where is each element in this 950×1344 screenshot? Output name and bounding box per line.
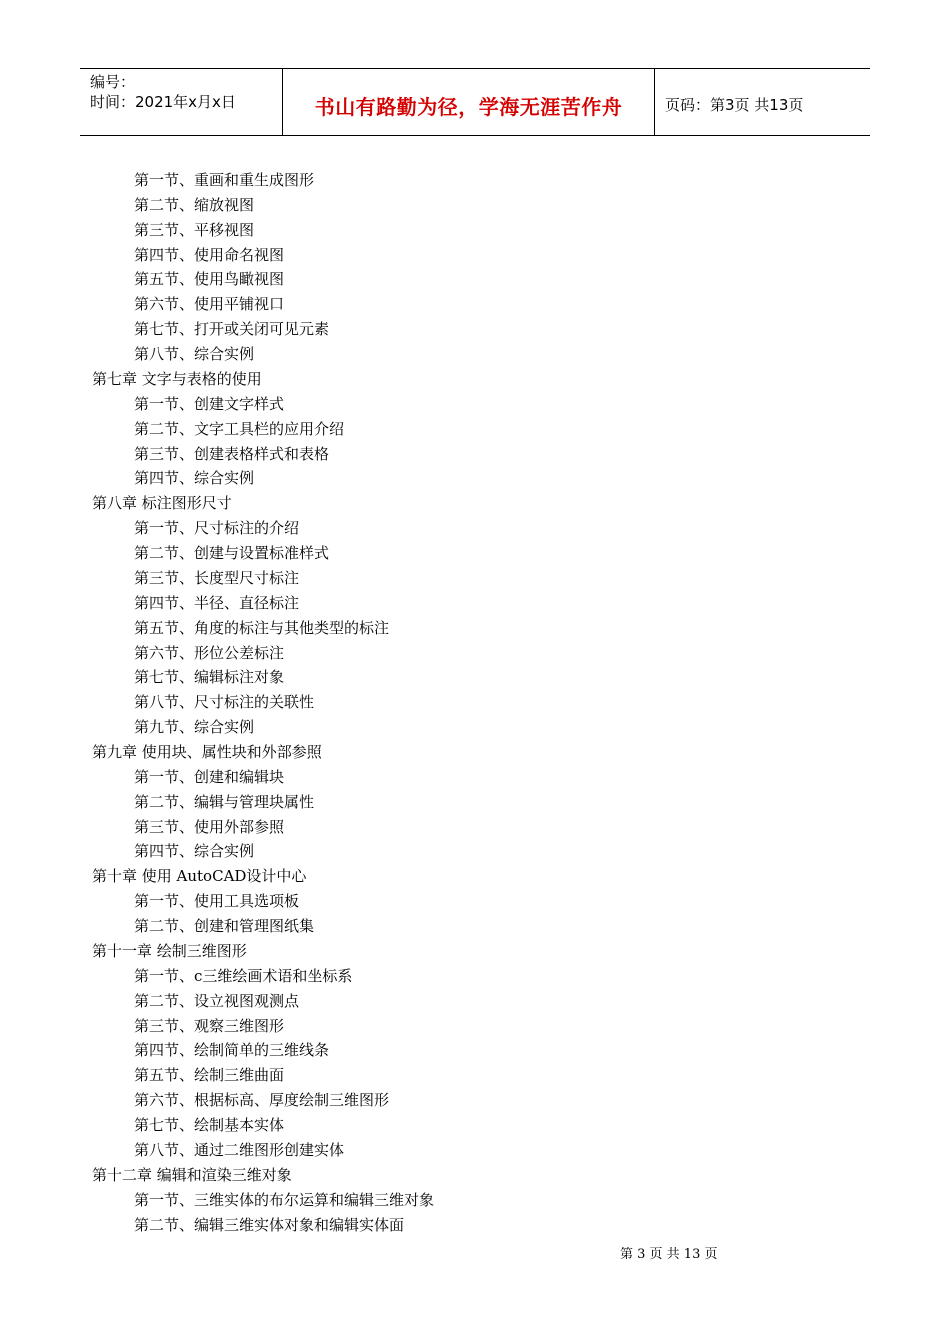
section-entry: 第二节、创建和管理图纸集 bbox=[134, 917, 315, 936]
section-entry: 第四节、综合实例 bbox=[134, 842, 255, 861]
section-entry: 第七节、打开或关闭可见元素 bbox=[134, 320, 330, 339]
section-entry: 第二节、编辑三维实体对象和编辑实体面 bbox=[134, 1215, 405, 1234]
section-entry: 第二节、创建与设置标准样式 bbox=[134, 544, 330, 563]
section-entry: 第九节、综合实例 bbox=[134, 718, 255, 737]
section-entry: 第三节、长度型尺寸标注 bbox=[134, 568, 300, 587]
number-label: 编号： bbox=[90, 73, 136, 91]
section-entry: 第八节、尺寸标注的关联性 bbox=[134, 693, 315, 712]
section-entry: 第一节、创建和编辑块 bbox=[134, 767, 285, 786]
section-entry: 第一节、使用工具选项板 bbox=[134, 892, 300, 911]
section-entry: 第二节、缩放视图 bbox=[134, 195, 255, 214]
section-entry: 第七节、绘制基本实体 bbox=[134, 1116, 285, 1135]
header-meta bbox=[80, 69, 282, 135]
page-footer: 第 3 页 共 13 页 bbox=[620, 1247, 718, 1262]
section-entry: 第八节、通过二维图形创建实体 bbox=[134, 1140, 345, 1159]
section-entry: 第三节、使用外部参照 bbox=[134, 817, 285, 836]
chapter-heading: 第十二章 编辑和渲染三维对象 bbox=[92, 1165, 292, 1184]
chapter-heading: 第十章 使用 AutoCAD设计中心 bbox=[92, 867, 307, 886]
section-entry: 第四节、半径、直径标注 bbox=[134, 593, 300, 612]
section-entry: 第一节、创建文字样式 bbox=[134, 394, 285, 413]
header-page-info: 页码：第3页 共13页 bbox=[665, 95, 804, 114]
section-entry: 第二节、编辑与管理块属性 bbox=[134, 792, 315, 811]
section-entry: 第二节、设立视图观测点 bbox=[134, 991, 300, 1010]
section-entry: 第一节、尺寸标注的介绍 bbox=[134, 519, 300, 538]
section-entry: 第三节、平移视图 bbox=[134, 220, 255, 239]
section-entry: 第六节、根据标高、厚度绘制三维图形 bbox=[134, 1091, 390, 1110]
section-entry: 第六节、形位公差标注 bbox=[134, 643, 285, 662]
header-motto: 书山有路勤为径，学海无涯苦作舟 bbox=[282, 69, 655, 135]
section-entry: 第一节、三维实体的布尔运算和编辑三维对象 bbox=[134, 1190, 435, 1209]
section-entry: 第四节、绘制简单的三维线条 bbox=[134, 1041, 330, 1060]
section-entry: 第一节、c三维绘画术语和坐标系 bbox=[134, 966, 353, 985]
document-header bbox=[80, 68, 870, 136]
section-entry: 第五节、角度的标注与其他类型的标注 bbox=[134, 618, 390, 637]
section-entry: 第一节、重画和重生成图形 bbox=[134, 171, 315, 189]
date-label: 时间：2021年x月x日 bbox=[90, 93, 236, 111]
section-entry: 第八节、综合实例 bbox=[134, 345, 255, 364]
chapter-heading: 第十一章 绘制三维图形 bbox=[92, 941, 247, 960]
section-entry: 第三节、观察三维图形 bbox=[134, 1016, 285, 1035]
chapter-heading: 第七章 文字与表格的使用 bbox=[92, 369, 262, 388]
chapter-heading: 第九章 使用块、属性块和外部参照 bbox=[92, 743, 322, 761]
section-entry: 第四节、综合实例 bbox=[134, 469, 255, 488]
section-entry: 第六节、使用平铺视口 bbox=[134, 295, 285, 314]
section-entry: 第四节、使用命名视图 bbox=[134, 245, 285, 264]
section-entry: 第二节、文字工具栏的应用介绍 bbox=[134, 419, 345, 438]
section-entry: 第五节、绘制三维曲面 bbox=[134, 1066, 285, 1085]
section-entry: 第五节、使用鸟瞰视图 bbox=[134, 270, 285, 289]
section-entry: 第七节、编辑标注对象 bbox=[134, 668, 285, 687]
section-entry: 第三节、创建表格样式和表格 bbox=[134, 444, 330, 463]
chapter-heading: 第八章 标注图形尺寸 bbox=[92, 494, 232, 513]
